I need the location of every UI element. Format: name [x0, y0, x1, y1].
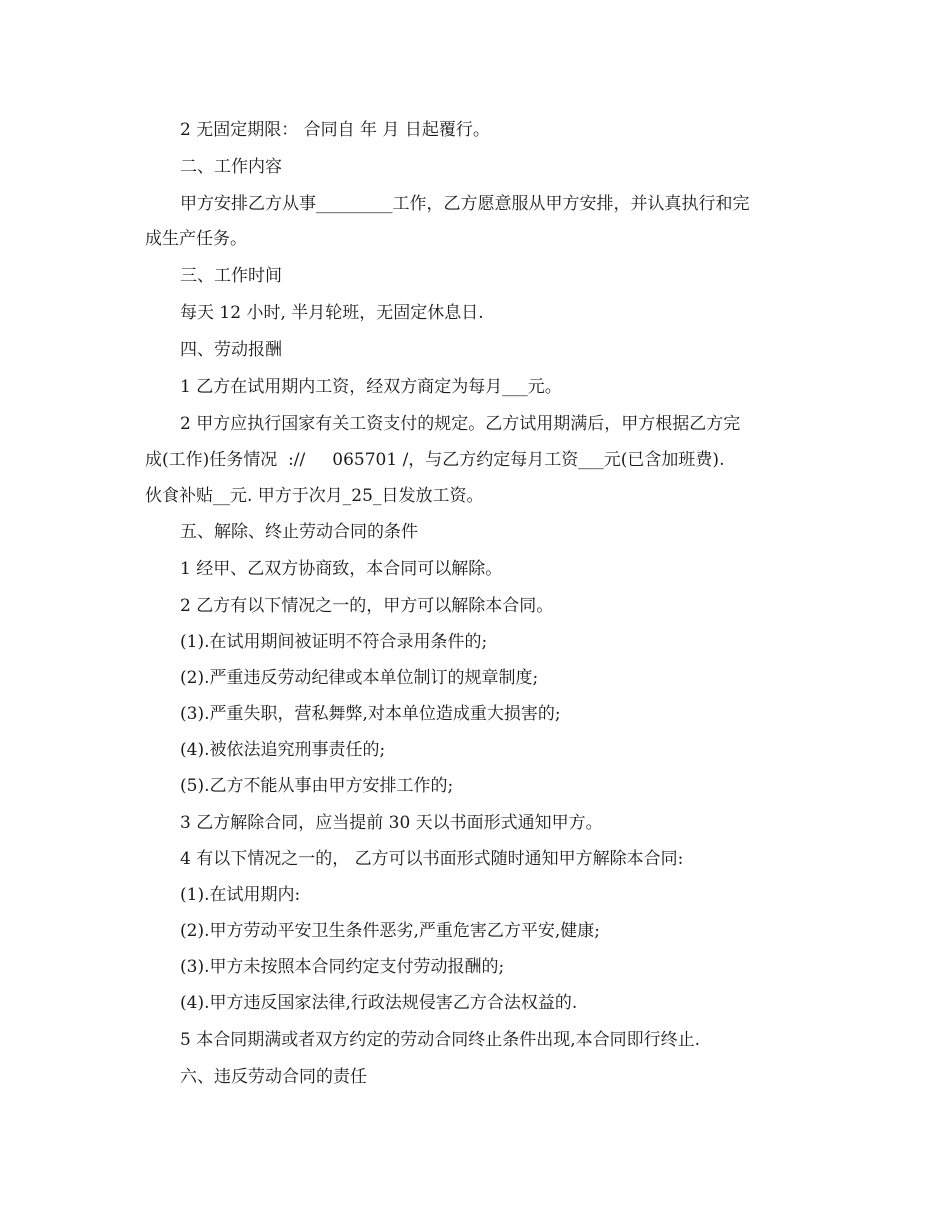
text-line: 3 乙方解除合同，应当提前 30 天以书面形式通知甲方。 [180, 813, 603, 833]
text-line: 4 有以下情况之一的， 乙方可以书面形式随时通知甲方解除本合同: [180, 849, 684, 869]
text-line: 甲方安排乙方从事_________工作，乙方愿意服从甲方安排，并认真执行和完 [180, 194, 750, 214]
text-line: 成(工作)任务情况 :// 065701 /，与乙方约定每月工资___元(已含加班费). [145, 450, 725, 470]
list-item: (4).被依法追究刑事责任的; [180, 740, 386, 760]
list-item: (1).在试用期内: [180, 885, 301, 905]
text-line: 伙食补贴__元. 甲方于次月_25_日发放工资。 [145, 486, 484, 506]
text-line: 每天 12 小时, 半月轮班，无固定休息日. [180, 303, 484, 323]
list-item: (4).甲方违反国家法律,行政法规侵害乙方合法权益的. [180, 993, 578, 1013]
text-line: 成生产任务。 [145, 229, 247, 249]
text-line: 2 无固定期限： 合同自 年 月 日起覆行。 [180, 120, 490, 140]
section-heading: 二、工作内容 [180, 157, 282, 177]
list-item: (5).乙方不能从事由甲方安排工作的; [180, 776, 454, 796]
text-line: 5 本合同期满或者双方约定的劳动合同终止条件出现,本合同即行终止. [180, 1030, 701, 1050]
section-heading: 三、工作时间 [180, 266, 282, 286]
list-item: (3).甲方未按照本合同约定支付劳动报酬的; [180, 957, 505, 977]
list-item: (2).甲方劳动平安卫生条件恶劣,严重危害乙方平安,健康; [180, 921, 601, 941]
text-line: 1 乙方在试用期内工资，经双方商定为每月___元。 [180, 377, 562, 397]
section-heading: 五、解除、终止劳动合同的条件 [180, 522, 418, 542]
section-heading: 六、违反劳动合同的责任 [180, 1067, 367, 1087]
text-line: 2 甲方应执行国家有关工资支付的规定。乙方试用期满后，甲方根据乙方完 [180, 414, 741, 434]
section-heading: 四、劳动报酬 [180, 340, 282, 360]
text-line: 2 乙方有以下情况之一的，甲方可以解除本合同。 [180, 596, 554, 616]
text-line: 1 经甲、乙双方协商致，本合同可以解除。 [180, 559, 503, 579]
list-item: (2).严重违反劳动纪律或本单位制订的规章制度; [180, 668, 539, 688]
list-item: (1).在试用期间被证明不符合录用条件的; [180, 632, 488, 652]
list-item: (3).严重失职，营私舞弊,对本单位造成重大损害的; [180, 704, 561, 724]
